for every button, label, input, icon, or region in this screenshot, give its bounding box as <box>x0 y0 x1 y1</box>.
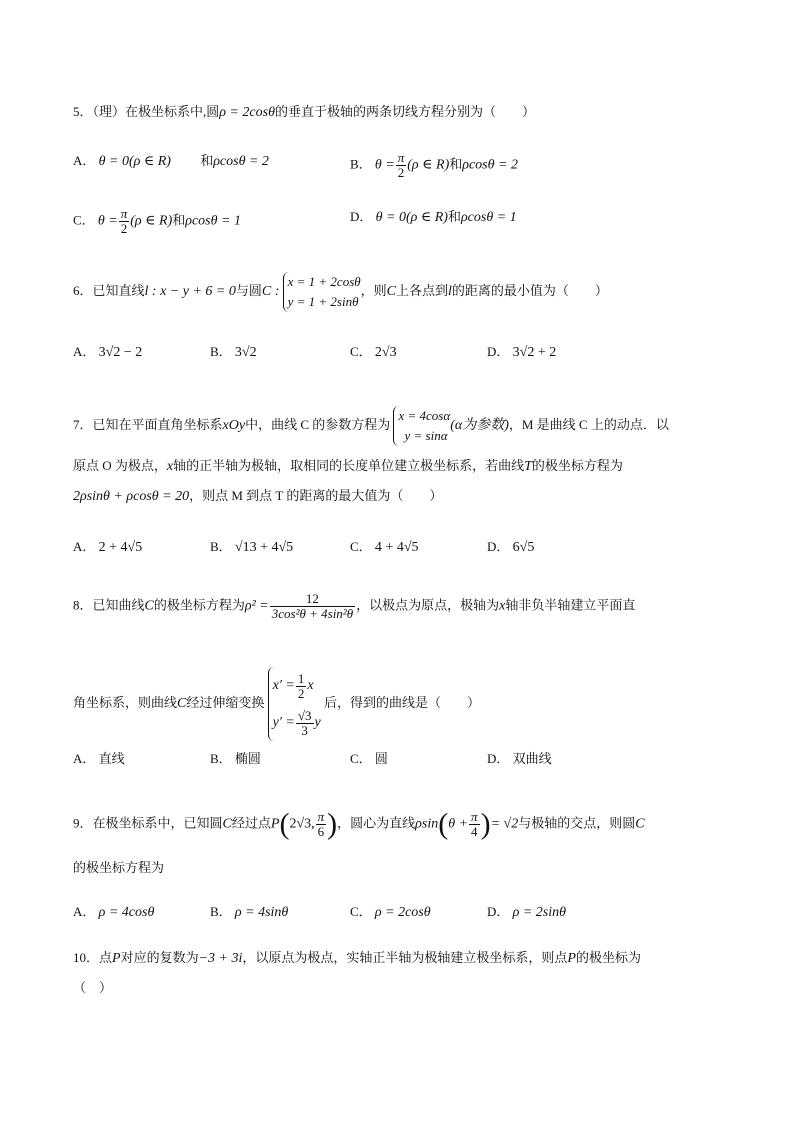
question-7: 7．已知在平面直角坐标系xOy中，曲线 C 的参数方程为 x = 4cosα y = sinα (α为参数)，M 是曲线 C 上的动点．以 <box>73 406 669 446</box>
q7-option-b: B． √13 + 4√5 <box>210 539 294 555</box>
q5-option-c: C． θ = $\frac{\pi}{2}$ (ρ ∈ R)和ρcosθ = 1 <box>73 206 241 236</box>
question-9: 9．在极坐标系中，已知圆C经过点P(2√3, $\frac{\pi}{6}$ )，圆心为直线ρsin(θ + $\frac{\pi}{4}$ )= √2与极轴的交点，则圆C <box>73 807 645 841</box>
q6-option-a: A． 3√2 − 2 <box>73 344 143 360</box>
q8-scaling-transform: x′ = $\frac{1}{2}$ x y′ = $\frac{√3}{3}$ y <box>268 667 321 741</box>
question-5 <box>73 102 535 123</box>
q8-option-b: B． 椭圆 <box>210 751 261 766</box>
q8-option-d: D． 双曲线 <box>487 751 552 766</box>
question-8: 8．已知曲线C的极坐标方程为ρ² = $\frac{12}{\text{3cos²θ + 4sin²θ}}$ ，以极点为原点，极轴为x轴非负半轴建立平面直 <box>73 591 636 621</box>
q7-option-d: D． 6√5 <box>487 539 535 555</box>
q6-param-system: x = 1 + 2cosθ y = 1 + 2sinθ <box>283 272 361 312</box>
q9-option-c: C． ρ = 2cosθ <box>350 904 431 920</box>
question-7-line-3: 2ρsinθ + ρcosθ = 20，则点 M 到点 T 的距离的最大值为（ ） <box>73 488 443 504</box>
q6-line-equation: l : x − y + 6 = 0 <box>144 283 236 299</box>
question-8-line-2: 角坐标系，则曲线C经过伸缩变换 x′ = $\frac{1}{2}$ x y′ = $\frac{√3}{3}$ y 后，得到的曲线是（ ） <box>73 667 480 741</box>
q9-option-a: A． ρ = 4cosθ <box>73 904 155 920</box>
q6-option-d: D． 3√2 + 2 <box>487 344 557 360</box>
q8-polar-fraction: $\frac{12}{\text{3cos²θ + 4sin²θ}}$ <box>271 591 354 621</box>
q8-option-a: A． 直线 <box>73 751 125 766</box>
q7-option-a: A． 2 + 4√5 <box>73 539 143 555</box>
question-10-line-2: （ ） <box>73 980 113 995</box>
q7-option-c: C． 4 + 4√5 <box>350 539 419 555</box>
q6-option-c: C． 2√3 <box>350 344 397 360</box>
q9-option-b: B． ρ = 4sinθ <box>210 904 289 920</box>
q5-stem: 5．（理）在极坐标系中,圆 <box>73 104 220 119</box>
q5-option-d: D． θ = 0(ρ ∈ R)和ρcosθ = 1 <box>350 209 517 225</box>
question-7-line-2: 原点 O 为极点，x轴的正半轴为极轴，取相同的长度单位建立极坐标系，若曲线T的极坐标方程为 <box>73 458 623 474</box>
question-6: 6．已知直线l : x − y + 6 = 0与圆C : x = 1 + 2cosθ y = 1 + 2sinθ ，则C上各点到l的距离的最小值为（ ） <box>73 272 608 312</box>
q9-option-d: D． ρ = 2sinθ <box>487 904 567 920</box>
question-9-line-2: 的极坐标方程为 <box>73 860 165 875</box>
q6-option-b: B． 3√2 <box>210 344 257 360</box>
q8-option-c: C． 圆 <box>350 751 388 766</box>
q5-option-b: B． θ = $\frac{\pi}{2}$ (ρ ∈ R)和ρcosθ = 2 <box>350 150 518 180</box>
q5-option-a: A． θ = 0(ρ ∈ R) 和ρcosθ = 2 <box>73 153 269 169</box>
question-10: 10．点P对应的复数为−3 + 3i，以原点为极点，实轴正半轴为极轴建立极坐标系，则点P的极坐标为 <box>73 950 641 966</box>
q7-param-system: x = 4cosα y = sinα <box>393 406 450 446</box>
q5-stem-tail: 的垂直于极轴的两条切线方程分别为（ ） <box>274 104 535 119</box>
q5-equation: ρ = 2cosθ <box>219 105 275 120</box>
